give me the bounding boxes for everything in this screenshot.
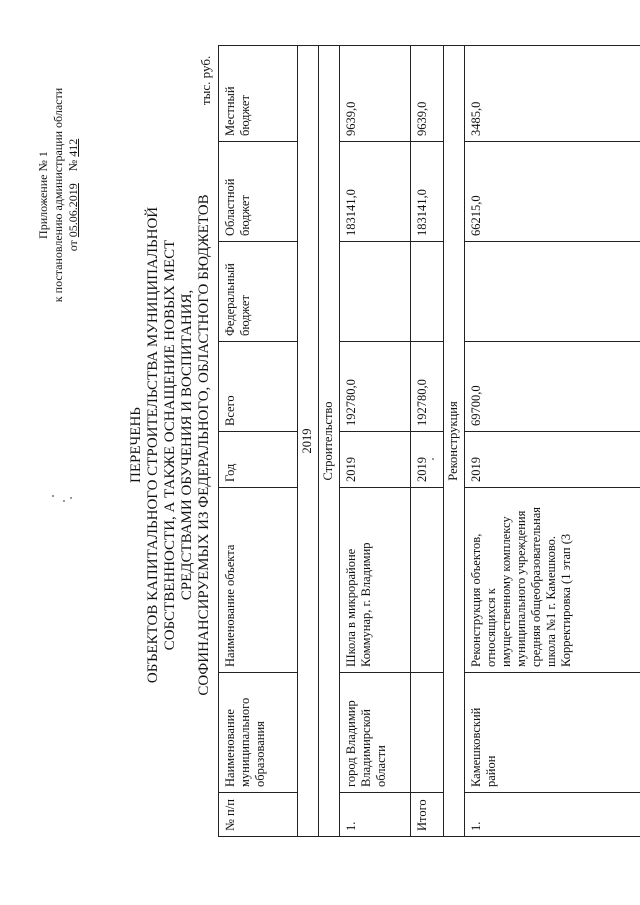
appendix-date-line <box>66 45 81 345</box>
section-row <box>319 46 340 837</box>
header-cell: Наименование объекта <box>219 488 298 673</box>
scan-speck <box>70 497 72 499</box>
table-cell <box>411 673 444 793</box>
table-cell: Реконструкция объектов, относящихся к имущественному комплексу муниципального учреждения средняя общеобразовательная школа №1 г. Камешково. Корректировка (1 этап (3 <box>465 488 640 673</box>
resolution-date: 05.06.2019 <box>66 183 80 238</box>
units-label: тыс. руб. <box>198 55 213 105</box>
year-row <box>298 46 319 837</box>
date-prefix: от <box>66 240 80 252</box>
table-cell: 1. <box>340 793 411 837</box>
table-cell: город Владимир Владимирской области <box>340 673 411 793</box>
title-line-2: ОБЪЕКТОВ КАПИТАЛЬНОГО СТРОИТЕЛЬСТВА МУНИЦИПАЛЬНОЙ <box>145 206 161 684</box>
title-line-1: ПЕРЕЧЕНЬ <box>128 407 144 483</box>
resolution-number: 412 <box>66 138 80 157</box>
table-cell: 183141,0 <box>340 142 411 242</box>
header-cell: Федеральный бюджет <box>219 242 298 342</box>
appendix-header <box>36 45 81 345</box>
table-cell: 9639,0 <box>411 46 444 142</box>
table-row <box>340 46 411 837</box>
table-row <box>465 46 640 837</box>
year-cell: 2019 <box>298 46 319 837</box>
appendix-resolution-line: к постановлению администрации области <box>51 87 65 303</box>
section-reconstruction: Реконструкция <box>444 46 465 837</box>
table-cell: 192780,0 <box>411 342 444 432</box>
header-cell: Наименование муниципального образования <box>219 673 298 793</box>
number-prefix: № <box>66 159 80 172</box>
table-cell: 69700,0 <box>465 342 640 432</box>
header-row <box>219 46 298 837</box>
table-cell: 9639,0 <box>340 46 411 142</box>
table-cell: 2019 <box>411 432 444 488</box>
table-cell <box>411 242 444 342</box>
header-cell: Местный бюджет <box>219 46 298 142</box>
table-cell <box>465 242 640 342</box>
table-cell: 1. <box>465 793 640 837</box>
appendix-title: Приложение № 1 <box>36 151 50 239</box>
header-cell: № п/п <box>219 793 298 837</box>
section-construction: Строительство <box>319 46 340 837</box>
table-cell: Камешковский район <box>465 673 640 793</box>
table-cell: Итого <box>411 793 444 837</box>
scan-speck <box>432 458 434 460</box>
table-cell: 3485,0 <box>465 46 640 142</box>
title-line-3: СОБСТВЕННОСТИ, А ТАКЖЕ ОСНАЩЕНИЕ НОВЫХ МЕСТ <box>162 239 178 651</box>
table-cell: 183141,0 <box>411 142 444 242</box>
section-row <box>444 46 465 837</box>
scan-speck <box>52 495 54 497</box>
document-title <box>128 75 213 815</box>
header-cell: Всего <box>219 342 298 432</box>
table-cell: 2019 <box>465 432 640 488</box>
title-line-4: СРЕДСТВАМИ ОБУЧЕНИЯ И ВОСПИТАНИЯ, <box>179 289 195 601</box>
header-cell: Областной бюджет <box>219 142 298 242</box>
table-cell: Школа в микрорайоне Коммунар, г. Владимир <box>340 488 411 673</box>
header-cell: Год <box>219 432 298 488</box>
table-cell: 2019 <box>340 432 411 488</box>
table-cell <box>411 488 444 673</box>
title-line-5: СОФИНАНСИРУЕМЫХ ИЗ ФЕДЕРАЛЬНОГО, ОБЛАСТНОГО БЮДЖЕТОВ <box>196 194 212 696</box>
table-cell: 66215,0 <box>465 142 640 242</box>
total-row <box>411 46 444 837</box>
scan-speck <box>63 500 65 502</box>
table-cell: 192780,0 <box>340 342 411 432</box>
objects-table <box>218 45 640 837</box>
table-cell <box>340 242 411 342</box>
